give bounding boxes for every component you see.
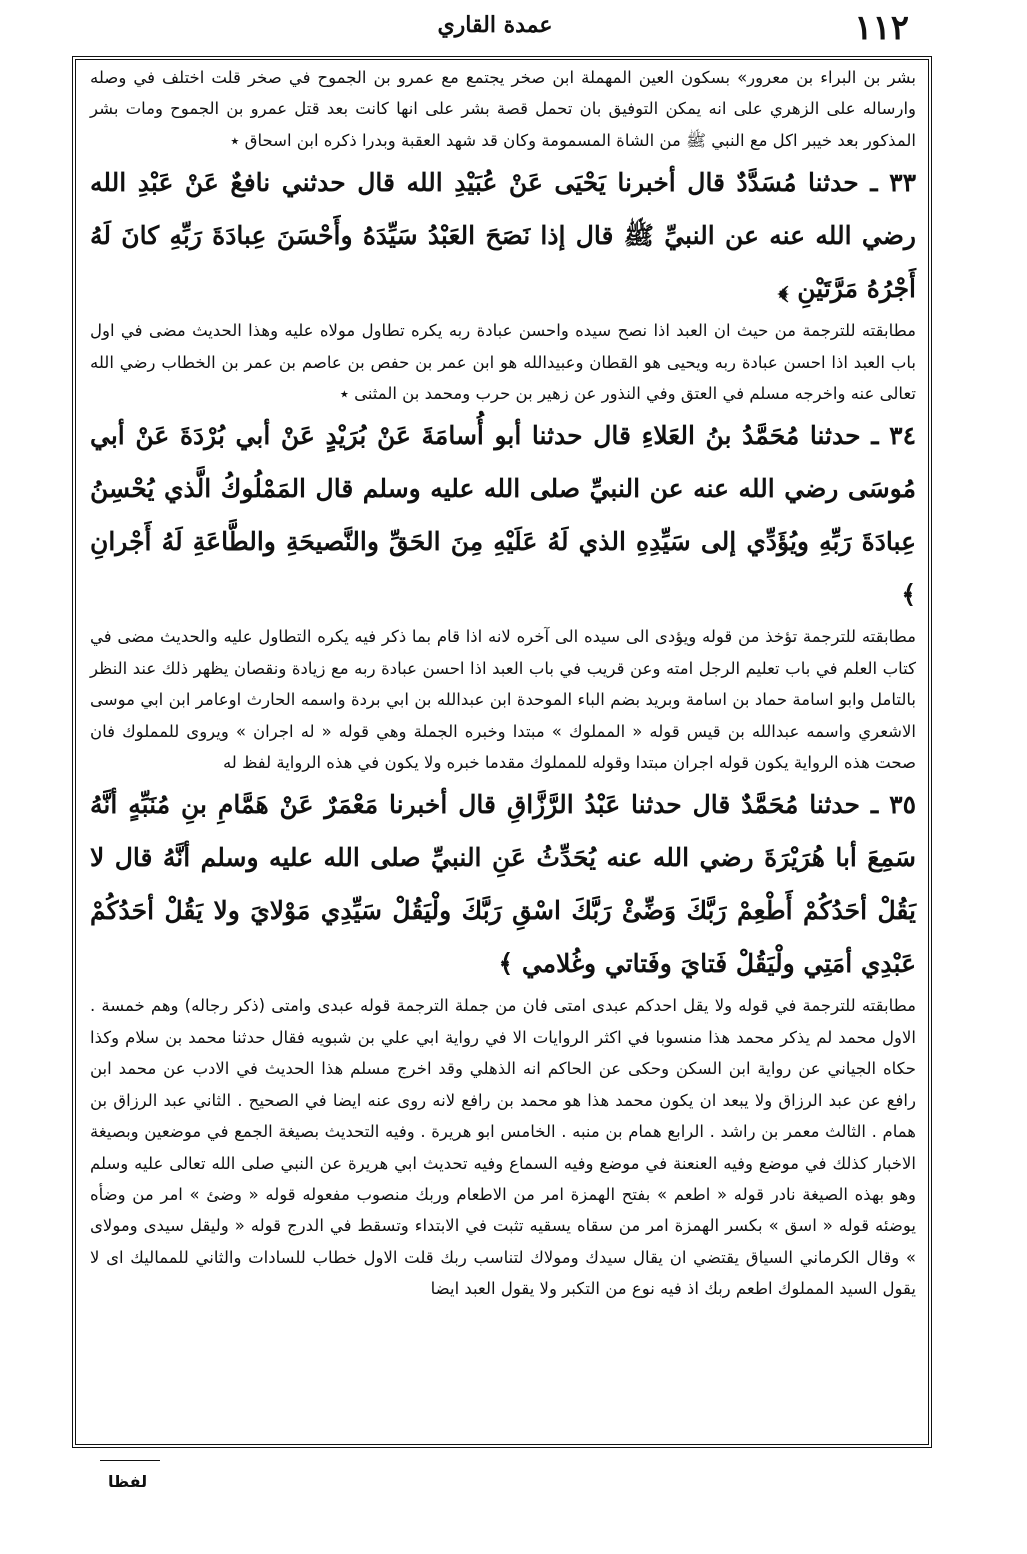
commentary-paragraph: مطابقته للترجمة في قوله ولا يقل احدكم عبدى امتى فان من جملة الترجمة قوله عبدى وامتى (ذكر رجاله) وهم خمسة . الاول محمد لم يذكر محمد هذا منسوبا في اكثر الروايات الا في رواية ابي علي بن شبويه فقال حدثنا محمد بن سلام وكذا حكاه الجياني عن رواية ابن السكن وحكى عن الحاكم انه الذهلي وقد اخرج مسلم هذا الحديث في الادب عن محمد ابن رافع عن عبد الرزاق ولا يبعد ان يكون محمد هذا هو محمد بن رافع لانه روى عنه ايضا في الصحيح . الثاني عبد الرزاق بن همام . الثالث معمر بن راشد . الرابع همام بن منبه . الخامس ابو هريرة . وفيه التحديث بصيغة الجمع في موضعين وبصيغة الاخبار كذلك في موضع وفيه العنعنة في موضع وفيه السماع وفيه تحديث ابي هريرة عن النبي صلى الله تعالى عليه وسلم وهو بهذه الصيغة نادر قوله « اطعم » بفتح الهمزة امر من الاطعام وربك منصوب مفعوله قوله « وضئ » امر من وضأه يوضئه قوله « اسق » بكسر الهمزة امر من سقاه يسقيه تثبت في الابتداء وتسقط في الدرج قوله « وليقل سيدى ومولاى » وقال الكرماني السياق يقتضي ان يقال سيدك ومولاك لتناسب ربك قلت الاول خطاب للسادات والثاني للمماليك اى لا يقول السيد المملوك اطعم ربك اذ فيه نوع من التكبر ولا يقول العبد ايضا — [90, 996, 916, 1299]
hadith-paragraph: ٣٥ ـ حدثنا مُحَمَّدٌ قال حدثنا عَبْدُ الرَّزَّاقِ قال أخبرنا مَعْمَرٌ عَنْ هَمَّامِ بنِ مُنَبِّهٍ أنَّهُ سَمِعَ أبا هُرَيْرَةَ رضي الله عنه يُحَدِّثُ عَنِ النبيِّ صلى الله عليه وسلم أنَّهُ قال لا يَقُلْ أحَدُكُمْ أَطْعِمْ رَبَّكَ وَضِّئْ رَبَّكَ اسْقِ رَبَّكَ ولْيَقُلْ سَيِّدِي مَوْلايَ ولا يَقُلْ أحَدُكُمْ عَبْدِي أمَتِي ولْيَقُلْ فَتايَ وفَتاتي وغُلامي ﴾ — [90, 790, 917, 979]
catchword: لفظا — [108, 1472, 148, 1491]
page-number: ١١٢ — [854, 8, 909, 48]
page-header — [0, 0, 1027, 56]
hadith-paragraph: ٣٤ ـ حدثنا مُحَمَّدُ بنُ العَلاءِ قال حدثنا أبو أُسامَةَ عَنْ بُرَيْدٍ عَنْ أبي بُرْدَةَ عَنْ أبي مُوسَى رضي الله عنه عن النبيِّ صلى الله عليه وسلم قال المَمْلُوكُ الَّذي يُحْسِنُ عِبادَةَ رَبِّهِ ويُؤَدِّي إلى سَيِّدِهِ الذي لَهُ عَلَيْهِ مِنَ الحَقِّ والنَّصيحَةِ والطَّاعَةِ لَهُ أَجْرانِ ﴾ — [90, 421, 916, 610]
commentary-paragraph: مطابقته للترجمة من حيث ان العبد اذا نصح سيده واحسن عبادة ربه يكره تطاول مولاه عليه وهذا الحديث مضى في اول باب العبد اذا احسن عبادة ربه ويحيى هو القطان وعبيدالله هو ابن عمر بن حفص بن عاصم بن عمر بن الخطاب رضي الله تعالى عنه واخرجه مسلم في العتق وفي النذور عن زهير بن حرب ومحمد بن المثنى ٭ — [90, 321, 916, 404]
catchword-rule — [100, 1460, 160, 1461]
hadith-paragraph: ٣٣ ـ حدثنا مُسَدَّدٌ قال أخبرنا يَحْيَى عَنْ عُبَيْدِ الله قال حدثني نافعٌ عَنْ عَبْدِ الله رضي الله عنه عن النبيِّ ﷺ قال إذا نَصَحَ العَبْدُ سَيِّدَهُ وأَحْسَنَ عِبادَةَ رَبِّهِ كانَ لَهُ أَجْرُهُ مَرَّتَيْنِ ﴾ — [90, 168, 916, 304]
page-body — [90, 62, 916, 1444]
commentary-paragraph: بشر بن البراء بن معرور» بسكون العين المهملة ابن صخر يجتمع مع عمرو بن الجموح في صخر قلت اختلف في وصله وارساله على الزهري على انه يمكن التوفيق بان تحمل قصة بشر على انها كانت بعد قتل عمرو بن الجموح ومات بشر المذكور بعد خيبر اكل مع النبي ﷺ من الشاة المسمومة وكان قد شهد العقبة وبدرا ذكره ابن اسحاق ٭ — [90, 68, 916, 150]
book-title: عمدة القاري — [437, 12, 553, 38]
commentary-paragraph: مطابقته للترجمة تؤخذ من قوله ويؤدى الى سيده الى آخره لانه اذا قام بما ذكر فيه يكره التطاول عليه والحديث مضى في كتاب العلم في باب تعليم الرجل امته وعن قريب في باب العبد اذا احسن عبادة ربه مع زيادة ونقصان يظهر ذلك عند النظر بالتامل وابو اسامة حماد بن اسامة وبريد بضم الباء الموحدة ابن عبدالله بن ابي بردة واسمه الحارث اوعامر ابن ابي موسى الاشعري واسمه عبدالله بن قيس قوله « المملوك » مبتدا وخبره الجملة وهي قوله « له اجران » ويروى للمملوك فان صحت هذه الرواية يكون قوله اجران مبتدا وقوله للمملوك مقدما خبره ولا يكون في هذه الرواية لفظ له — [90, 627, 916, 773]
